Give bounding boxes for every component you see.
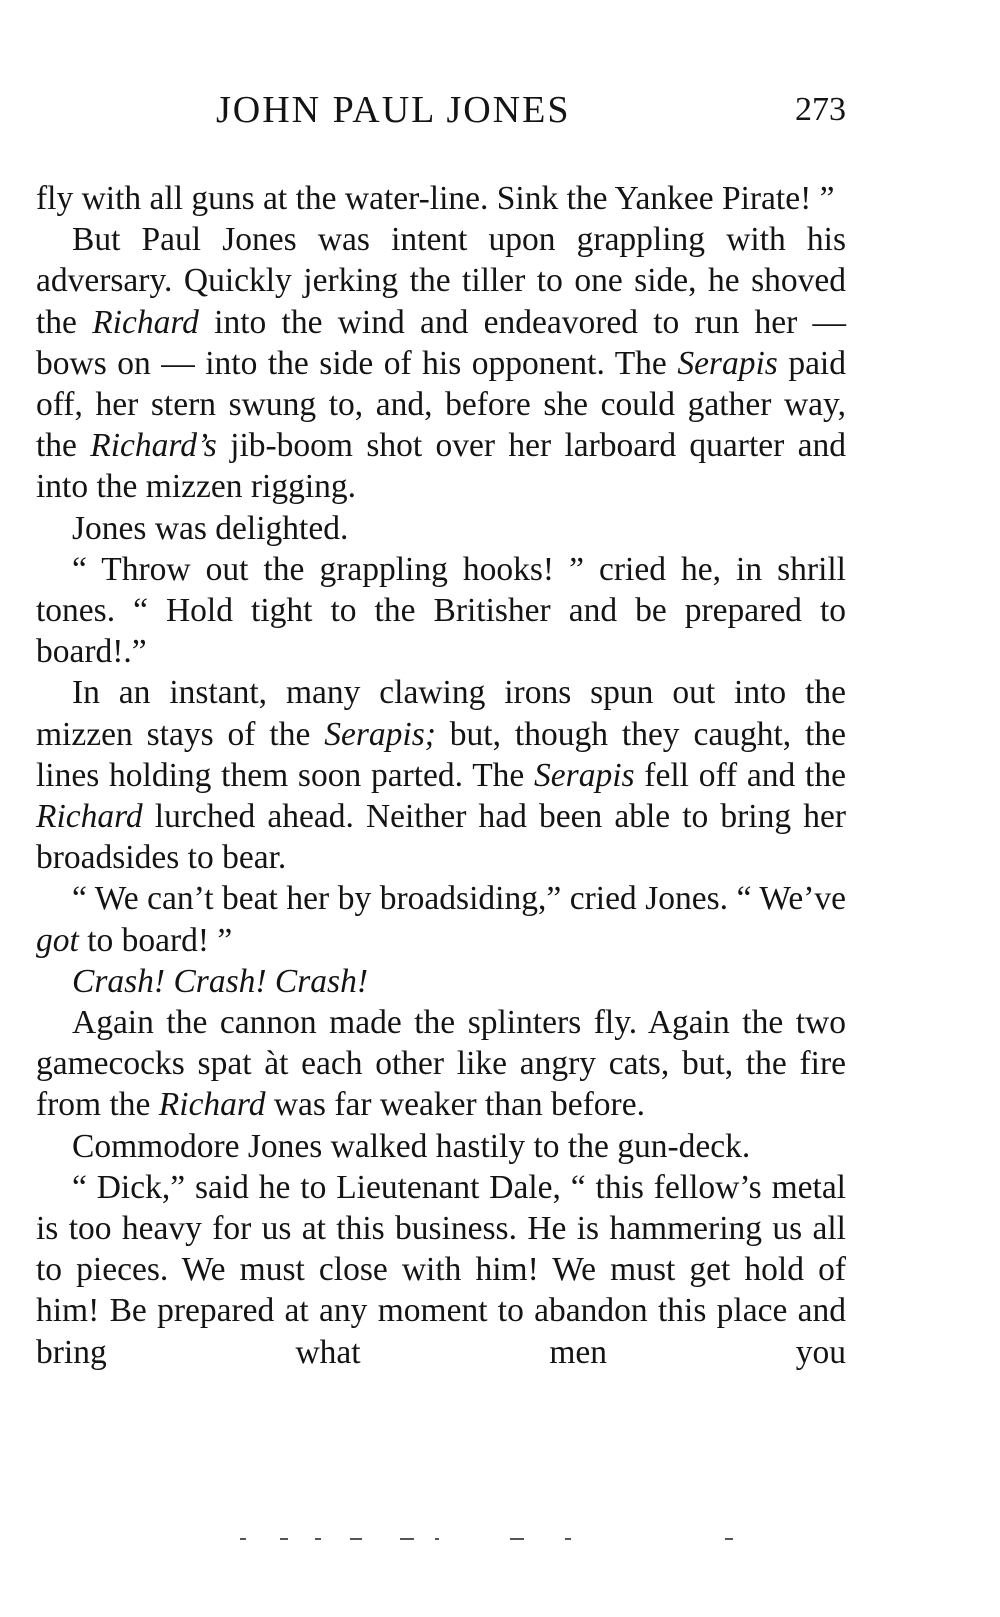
italic-text: got xyxy=(36,921,79,959)
paragraph xyxy=(36,219,846,507)
paragraph xyxy=(36,549,846,673)
paragraph xyxy=(36,1126,846,1167)
italic-text: Richard xyxy=(158,1086,266,1124)
text-run: Jones was delighted. xyxy=(72,509,349,547)
page-number: 273 xyxy=(795,91,846,128)
italic-text: Serapis xyxy=(534,756,635,794)
text-run: Commodore Jones walked hastily to the gun-deck. xyxy=(72,1127,751,1165)
italic-text: Richard xyxy=(36,798,143,836)
text-run: jib-boom shot over her larboard quarter and into the mizzen rigging. xyxy=(36,427,846,506)
text-run: “ We can’t beat her by broadsiding,” cried Jones. “ We’ve xyxy=(72,880,846,918)
text-run: lurched ahead. Neither had been able to bring her broadsides to bear. xyxy=(36,798,846,877)
text-run: paid off, her stern swung to, and, before she could gather way, the xyxy=(36,344,846,465)
body-text xyxy=(36,178,846,1373)
text-run: “ Dick,” said he to Lieutenant Dale, “ this fellow’s metal is too heavy for us at this business. He is hammering us all to pieces. We must close with him! We must get hold of him! Be prepared at any moment to abandon this place and bring what men you xyxy=(36,1168,846,1371)
italic-text: Serapis; xyxy=(324,715,436,753)
running-title: JOHN PAUL JONES xyxy=(216,89,571,131)
text-run: “ Throw out the grappling hooks! ” cried he, in shrill tones. “ Hold tight to the Britisher and be prepared to board!.” xyxy=(36,550,846,671)
paragraph xyxy=(36,878,846,960)
italic-text: Serapis xyxy=(677,344,778,382)
footer-print-marks xyxy=(230,1538,770,1544)
paragraph xyxy=(36,1167,846,1373)
italic-text: Richard xyxy=(92,303,199,341)
paragraph xyxy=(36,1002,846,1126)
page-header xyxy=(36,82,846,138)
text-run: fly with all guns at the water-line. Sink the Yankee Pirate! ” xyxy=(36,180,835,217)
text-run: but, though they caught, the lines holding them soon parted. The xyxy=(36,715,846,794)
text-run: fell off and the xyxy=(634,756,846,794)
italic-text: Crash! Crash! Crash! xyxy=(72,962,368,1000)
paragraph xyxy=(36,178,846,219)
paragraph xyxy=(36,672,846,878)
paragraph xyxy=(36,961,846,1002)
text-run: But Paul Jones was intent upon grappling with his adversary. Quickly jerking the tiller to one side, he shoved the xyxy=(36,221,846,341)
text-run: into the wind and endeavored to run her — bows on — into the side of his opponent. The xyxy=(36,303,846,382)
text-run: In an instant, many clawing irons spun out into the mizzen stays of the xyxy=(36,674,846,753)
text-run: to board! ” xyxy=(78,921,233,959)
italic-text: Richard’s xyxy=(90,427,217,465)
text-run: Again the cannon made the splinters fly. Again the two gamecocks spat àt each other like angry cats, but, the fire from the xyxy=(36,1004,846,1124)
text-run: was far weaker than before. xyxy=(265,1086,645,1124)
paragraph xyxy=(36,508,846,549)
